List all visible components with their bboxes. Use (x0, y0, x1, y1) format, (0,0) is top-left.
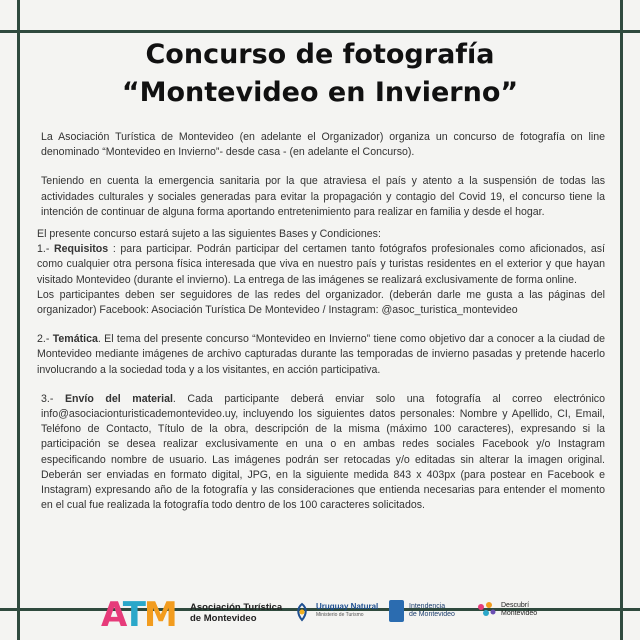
atm-logo-m: M (143, 595, 176, 635)
atm-logo-t: T (122, 595, 144, 635)
uruguay-natural-brand: Uruguay Natural (316, 602, 379, 611)
intendencia-line-1: Intendencia (409, 603, 446, 610)
section-envio (37, 392, 605, 514)
uruguay-sun-icon (293, 600, 311, 624)
descubri-people-icon (474, 598, 498, 622)
title-line-2: “Montevideo en Invierno” (121, 77, 519, 108)
section-label-requisitos: Requisitos (54, 243, 109, 256)
conditions-heading: El presente concurso estará sujeto a las siguientes Bases y Condiciones: (37, 228, 381, 241)
section-label-envio: Envío del material (64, 392, 173, 405)
frame-top-line (0, 30, 640, 33)
atm-name (190, 602, 282, 624)
descubri-montevideo-logo (501, 602, 537, 618)
intro-paragraph: La Asociación Turística de Montevideo (en adelante el Organizador) organiza un concurso de fotografía on line denominado “Montevideo en Invierno”- desde casa - (en adelante el Concurso). (41, 131, 605, 159)
section-requisitos (37, 242, 605, 288)
section-number: 1.- (37, 243, 55, 256)
atm-name-line-1: Asociación Turística (190, 602, 283, 613)
atm-logo (101, 595, 176, 635)
uruguay-natural-sub: Ministerio de Turismo (316, 612, 364, 618)
section-label-tematica: Temática (52, 333, 98, 346)
atm-name-line-2: de Montevideo (190, 613, 257, 624)
page-title (0, 36, 640, 112)
section-text: . El tema del presente concurso “Montevideo en Invierno” tiene como objetivo dar a conocer a la ciudad de Montevideo mediante imágenes de archivo capturadas durante las temporadas de invierno pasadas y pretende hacerlo involucrando a la sociedad toda y a los visitantes, en acción participativa. (37, 333, 605, 376)
atm-logo-a: A (101, 595, 123, 635)
intendencia-logo (409, 603, 455, 619)
section-requisitos-followers: Los participantes deben ser seguidores de las redes del organizador. (deberán darle me gusta a las páginas del organizador) Facebook: Asociación Turística De Montevideo / Instagram: @asoc_turistica_montevideo (37, 288, 605, 317)
contest-rules-body (37, 130, 605, 513)
context-paragraph: Teniendo en cuenta la emergencia sanitaria por la que atraviesa el país y atento a la suspensión de todas las actividades culturales y sociales generadas para evitar la propagación y contagio del Covid 19, el concurso tiene la intención de continuar de alguna forma aportando entretenimiento para realizar en familia y desde el hogar. (41, 175, 605, 218)
section-tematica (37, 332, 605, 378)
section-text: . Cada participante deberá enviar solo una fotografía al correo electrónico info@asociacionturisticademontevideo.uy, incluyendo los siguientes datos personales: Nombre y Apellido, CI, Email, Teléfono de Contacto, Título de la obra, descripción de la misma (máximo 100 caracteres), expresando si la participación se desea realizar exclusivamente en una o en ambas redes sociales Facebook y/o Instagram especificando nombre de usuario. Las imágenes podrán ser retocadas y/o editadas sin alterar la imagen original. Deberán ser enviadas en formato digital, JPG, en la siguiente medida 843 x 403px (para postear en Facebook e Instagram) expresando año de la fotografía y las consideraciones que entienda necesarias para entender el momento en el cual fue realizada la fotografía todo dentro de los 100 caracteres solicitados. (41, 392, 605, 512)
sponsor-logos (0, 590, 640, 635)
uruguay-natural-logo (316, 602, 378, 620)
intendencia-shield-icon (389, 600, 404, 622)
section-text: : para participar. Podrán participar del certamen tanto fotógrafos profesionales como aficionados, así como cualquier otra persona física interesada que viva en nuestro país y turistas residentes en el exterior y que hayan visitado Montevideo (durante el invierno). La entrega de las imágenes se realizará exclusivamente de forma online. (37, 243, 605, 286)
section-number: 3.- (41, 392, 65, 405)
descubri-line-1: Descubrí (501, 602, 530, 609)
title-line-1: Concurso de fotografía (145, 39, 495, 70)
descubri-line-2: Montevideo (501, 610, 538, 617)
intendencia-line-2: de Montevideo (409, 611, 455, 618)
section-number: 2.- (37, 333, 53, 346)
